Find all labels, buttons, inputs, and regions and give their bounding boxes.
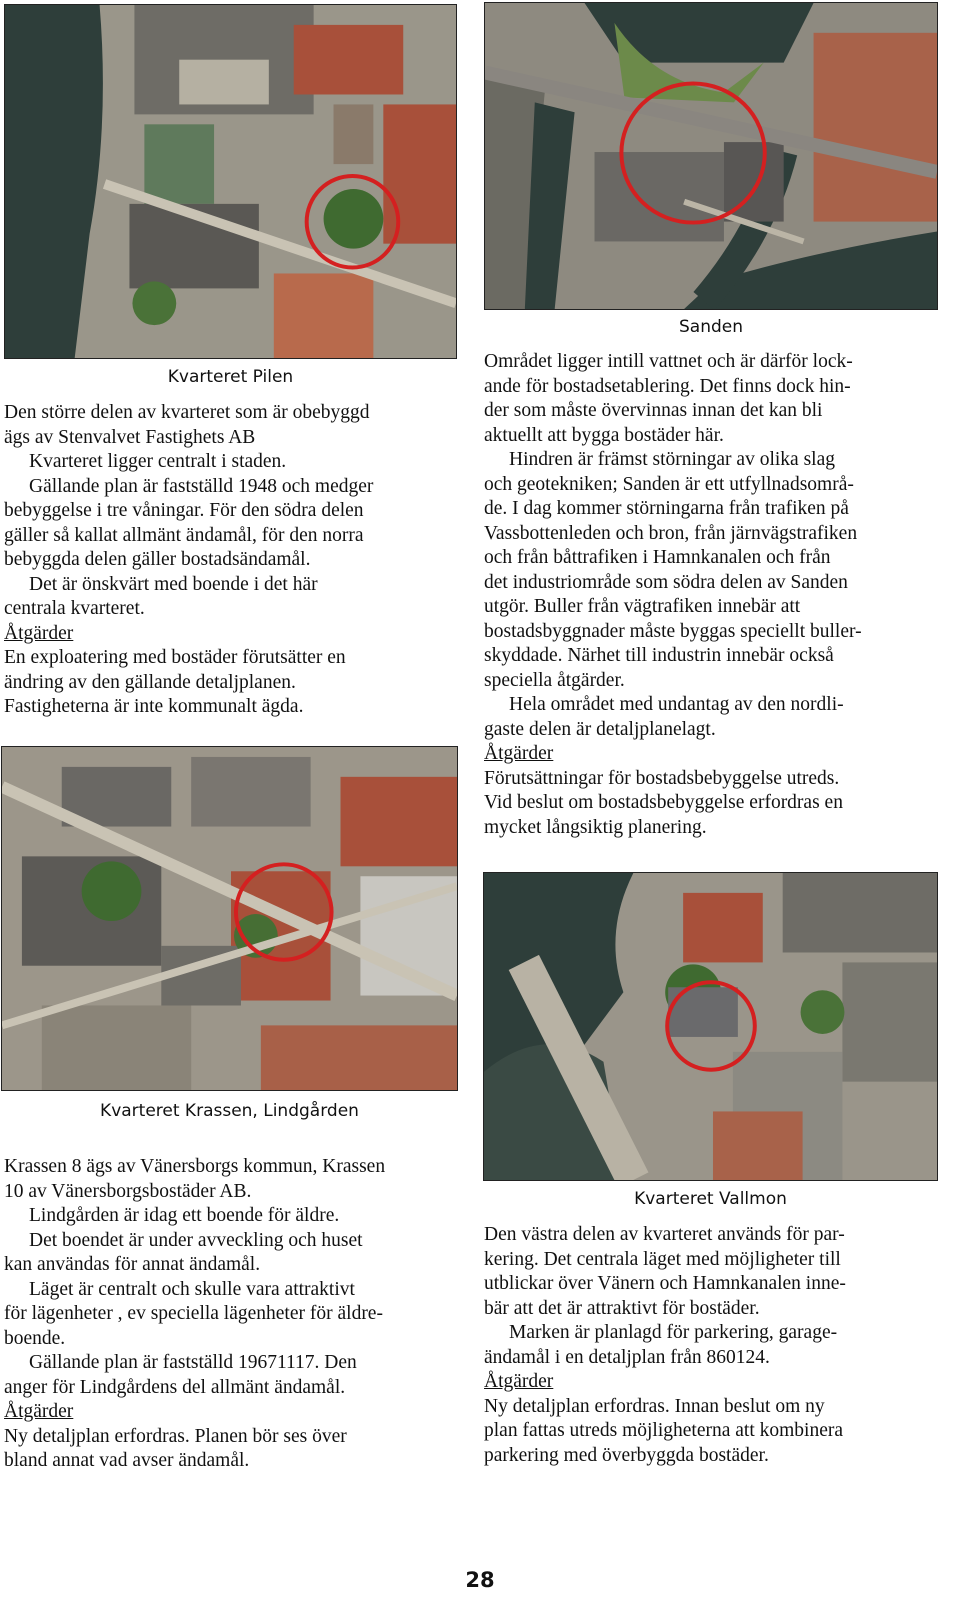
text-line: bebyggelse i tre våningar. För den södra delen [4, 500, 364, 521]
section-heading-atgarder: Åtgärder [484, 743, 554, 764]
text-line: Det boendet är under avveckling och huset [29, 1229, 363, 1251]
text-block-vallmon [484, 1223, 954, 1468]
text-line: bostadsbyggnader måste byggas speciellt buller- [484, 620, 862, 642]
aerial-photo-vallmon [483, 872, 938, 1181]
text-line: Vid beslut om bostadsbebyggelse erfordras en [484, 792, 843, 813]
text-line: det industriområde som södra delen av Sanden [484, 571, 848, 593]
text-line: gaste delen är detaljplanelagt. [484, 718, 716, 740]
text-line: och geotekniken; Sanden är ett utfyllnadsområ- [484, 473, 854, 495]
text-line: Kvarteret ligger centralt i staden. [29, 451, 287, 472]
text-line: anger för Lindgårdens del allmänt ändamål. [4, 1376, 346, 1398]
text-line: Marken är planlagd för parkering, garage- [509, 1322, 838, 1343]
text-line: Förutsättningar för bostadsbebyggelse utreds. [484, 767, 840, 789]
text-line: Lindgården är idag ett boende för äldre. [29, 1205, 340, 1226]
text-line: gäller så kallat allmänt ändamål, för den norra [4, 524, 364, 546]
text-line: aktuellt att bygga bostäder här. [484, 424, 724, 446]
text-line: En exploatering med bostäder förutsätter en [4, 647, 346, 668]
aerial-photo-pilen [4, 4, 457, 359]
text-line: Krassen 8 ägs av Vänersborgs kommun, Krassen [4, 1156, 386, 1177]
section-heading-atgarder: Åtgärder [484, 1371, 554, 1392]
text-line: speciella åtgärder. [484, 669, 625, 691]
text-line: utgör. Buller från vägtrafiken innebär att [484, 596, 801, 617]
section-heading-atgarder: Åtgärder [4, 1401, 74, 1422]
text-line: ändring av den gällande detaljplanen. [4, 671, 296, 693]
text-block-sanden [484, 350, 954, 840]
text-line: 10 av Vänersborgsbostäder AB. [4, 1180, 252, 1202]
page-number: 28 [465, 1568, 495, 1592]
text-line: ande för bostadsetablering. Det finns dock hin- [484, 375, 851, 397]
text-line: Gällande plan är fastställd 1948 och medger [29, 475, 374, 497]
text-line: parkering med överbyggda bostäder. [484, 1444, 769, 1466]
text-line: plan fattas utreds möjligheterna att kombinera [484, 1420, 844, 1441]
text-block-krassen [4, 1155, 474, 1474]
text-line: de. I dag kommer störningarna från trafiken på [484, 498, 849, 519]
text-line: skyddade. Närhet till industrin innebär också [484, 645, 834, 666]
text-line: Ny detaljplan erfordras. Planen bör ses över [4, 1425, 347, 1447]
text-line: Den västra delen av kvarteret används för par- [484, 1224, 845, 1245]
text-line: bär att det är attraktivt för bostäder. [484, 1297, 760, 1319]
text-line: Den större delen av kvarteret som är obebyggd [4, 402, 370, 423]
text-line: der som måste övervinnas innan det kan bli [484, 400, 823, 421]
aerial-photo-sanden [484, 2, 938, 310]
text-line: Fastigheterna är inte kommunalt ägda. [4, 696, 304, 717]
caption-sanden: Sanden [678, 317, 743, 337]
text-block-pilen [4, 401, 464, 720]
text-line: Det är önskvärt med boende i det här [29, 573, 318, 595]
text-line: Området ligger intill vattnet och är därför lock- [484, 351, 853, 372]
text-line: bland annat vad avser ändamål. [4, 1450, 250, 1471]
text-line: Läget är centralt och skulle vara attraktivt [29, 1278, 355, 1300]
text-line: kering. Det centrala läget med möjligheter till [484, 1248, 841, 1270]
text-line: ägs av Stenvalvet Fastighets AB [4, 426, 256, 448]
text-line: kan användas för annat ändamål. [4, 1254, 261, 1275]
text-line: Gällande plan är fastställd 19671117. Den [29, 1352, 357, 1373]
text-line: centrala kvarteret. [4, 598, 145, 619]
text-line: Hindren är främst störningar av olika slag [509, 449, 835, 470]
text-line: ändamål i en detaljplan från 860124. [484, 1346, 770, 1368]
section-heading-atgarder: Åtgärder [4, 622, 74, 644]
text-line: för lägenheter , ev speciella lägenheter för äldre- [4, 1303, 383, 1324]
text-line: och från båttrafiken i Hamnkanalen och från [484, 547, 831, 568]
text-line: Vassbottenleden och bron, från järnvägstrafiken [484, 522, 858, 544]
aerial-photo-krassen [1, 746, 458, 1091]
caption-pilen: Kvarteret Pilen [167, 367, 294, 387]
caption-vallmon: Kvarteret Vallmon [634, 1189, 787, 1209]
text-line: utblickar över Vänern och Hamnkanalen inne- [484, 1273, 846, 1294]
text-line: Hela området med undantag av den nordli- [509, 694, 844, 715]
text-line: Ny detaljplan erfordras. Innan beslut om ny [484, 1395, 825, 1417]
text-line: mycket långsiktig planering. [484, 816, 707, 838]
text-line: boende. [4, 1327, 66, 1349]
text-line: bebyggda delen gäller bostadsändamål. [4, 549, 311, 570]
caption-krassen: Kvarteret Krassen, Lindgården [100, 1101, 359, 1121]
